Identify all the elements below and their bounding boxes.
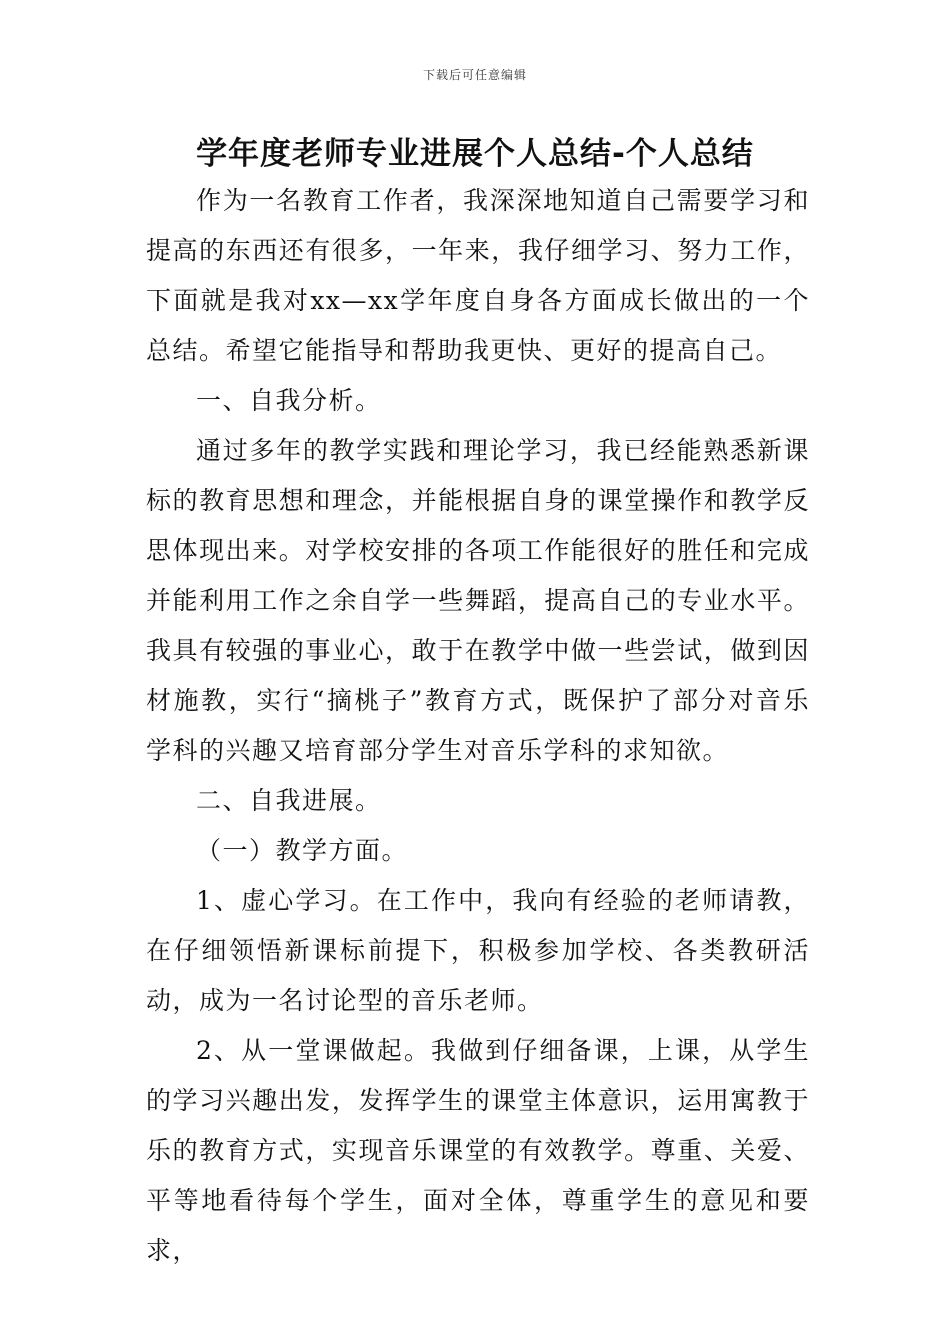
document-title: 学年度老师专业进展个人总结-个人总结 bbox=[196, 136, 754, 172]
section-heading-self-analysis: 一、自我分析。 bbox=[196, 386, 382, 415]
subsection-heading-teaching: （一）教学方面。 bbox=[196, 836, 409, 865]
paragraph-item-1: 1、虚心学习。在工作中，我向有经验的老师请教，在仔细领悟新课标前提下，积极参加学校、各类教研活动，成为一名讨论型的音乐老师。 bbox=[146, 886, 810, 1015]
document-body bbox=[146, 176, 810, 1276]
paragraph-intro: 作为一名教育工作者，我深深地知道自己需要学习和提高的东西还有很多，一年来，我仔细学习、努力工作，下面就是我对xx—xx学年度自身各方面成长做出的一个总结。希望它能指导和帮助我更快、更好的提高自己。 bbox=[146, 186, 810, 365]
paragraph-item-2: 2、从一堂课做起。我做到仔细备课，上课，从学生的学习兴趣出发，发挥学生的课堂主体意识，运用寓教于乐的教育方式，实现音乐课堂的有效教学。尊重、关爱、平等地看待每个学生，面对全体，尊重学生的意见和要求， bbox=[146, 1036, 810, 1265]
section-heading-self-development: 二、自我进展。 bbox=[196, 786, 382, 815]
header-note: 下载后可任意编辑 bbox=[422, 68, 527, 82]
paragraph-self-analysis: 通过多年的教学实践和理论学习，我已经能熟悉新课标的教育思想和理念，并能根据自身的课堂操作和教学反思体现出来。对学校安排的各项工作能很好的胜任和完成并能利用工作之余自学一些舞蹈，提高自己的专业水平。我具有较强的事业心，敢于在教学中做一些尝试，做到因材施教，实行“摘桃子”教育方式，既保护了部分对音乐学科的兴趣又培育部分学生对音乐学科的求知欲。 bbox=[146, 436, 810, 765]
